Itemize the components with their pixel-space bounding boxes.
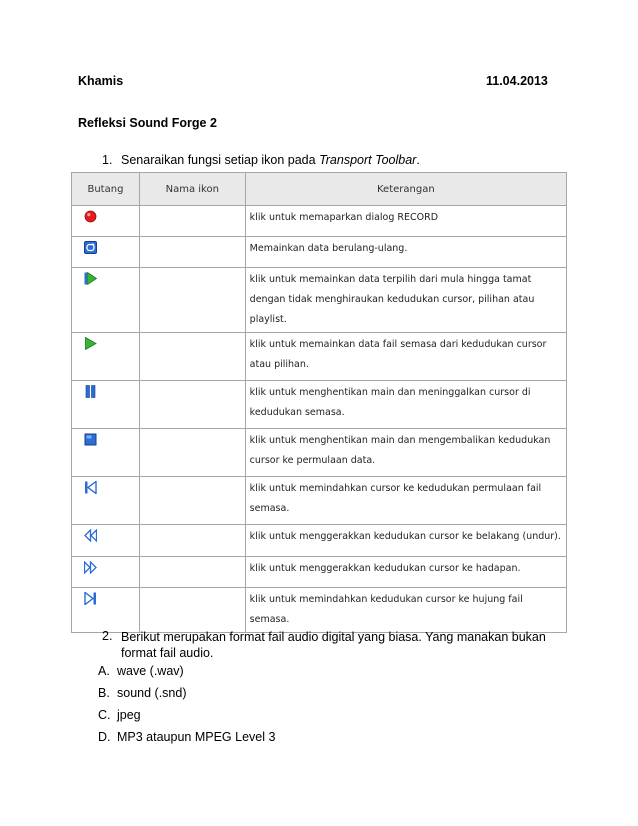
icon-name-cell xyxy=(139,477,245,525)
option-a-letter: A. xyxy=(98,664,110,678)
rewind-icon xyxy=(84,529,97,542)
record-icon xyxy=(84,210,97,223)
icon-name-cell xyxy=(139,268,245,333)
icon-name-cell xyxy=(139,381,245,429)
transport-toolbar-table xyxy=(71,172,567,633)
question-1-emphasis: Transport Toolbar xyxy=(319,153,417,167)
button-cell xyxy=(72,237,140,268)
question-2-text: Berikut merupakan format fail audio digital yang biasa. Yang manakan bukan format fail audio. xyxy=(121,630,546,660)
question-1-end: . xyxy=(416,153,420,167)
play-icon xyxy=(84,337,97,350)
button-cell xyxy=(72,381,140,429)
icon-name-cell xyxy=(139,525,245,557)
column-header-icon-name: Nama ikon xyxy=(139,173,245,206)
option-c-letter: C. xyxy=(98,708,111,722)
table-row xyxy=(72,429,567,477)
description-cell: klik untuk menghentikan main dan mengembalikan kedudukan cursor ke permulaan data. xyxy=(245,429,566,477)
date-label: 11.04.2013 xyxy=(486,74,548,88)
table-row xyxy=(72,268,567,333)
table-row xyxy=(72,477,567,525)
column-header-description: Keterangan xyxy=(245,173,566,206)
forward-icon xyxy=(84,561,97,574)
icon-name-cell xyxy=(139,237,245,268)
go-to-start-icon xyxy=(84,481,97,494)
pause-icon xyxy=(84,385,97,398)
icon-name-cell xyxy=(139,206,245,237)
table-row xyxy=(72,557,567,588)
table-row xyxy=(72,381,567,429)
question-2-number: 2. xyxy=(102,629,113,643)
description-cell: klik untuk menggerakkan kedudukan cursor ke hadapan. xyxy=(245,557,566,588)
option-d-text: MP3 ataupun MPEG Level 3 xyxy=(117,730,276,744)
table-row xyxy=(72,525,567,557)
option-d-letter: D. xyxy=(98,730,111,744)
option-a-text: wave (.wav) xyxy=(117,664,184,678)
button-cell xyxy=(72,429,140,477)
description-cell: Memainkan data berulang-ulang. xyxy=(245,237,566,268)
button-cell xyxy=(72,525,140,557)
description-cell: klik untuk memainkan data fail semasa dari kedudukan cursor atau pilihan. xyxy=(245,333,566,381)
column-header-button: Butang xyxy=(72,173,140,206)
table-header-row xyxy=(72,173,567,206)
button-cell xyxy=(72,333,140,381)
button-cell xyxy=(72,557,140,588)
page-title: Refleksi Sound Forge 2 xyxy=(78,116,217,130)
loop-icon xyxy=(84,241,97,254)
description-cell: klik untuk memainkan data terpilih dari mula hingga tamat dengan tidak menghiraukan kedudukan cursor, pilihan atau playlist. xyxy=(245,268,566,333)
icon-name-cell xyxy=(139,588,245,633)
play-all-icon xyxy=(84,272,97,285)
question-1 xyxy=(121,153,420,167)
go-to-end-icon xyxy=(84,592,97,605)
description-cell: klik untuk menggerakkan kedudukan cursor ke belakang (undur). xyxy=(245,525,566,557)
icon-name-cell xyxy=(139,333,245,381)
question-1-text: Senaraikan fungsi setiap ikon pada xyxy=(121,153,320,167)
description-cell: klik untuk memaparkan dialog RECORD xyxy=(245,206,566,237)
table-row xyxy=(72,237,567,268)
description-cell: klik untuk memindahkan cursor ke kedudukan permulaan fail semasa. xyxy=(245,477,566,525)
day-label: Khamis xyxy=(78,74,124,88)
button-cell xyxy=(72,477,140,525)
option-c-text: jpeg xyxy=(117,708,141,722)
option-b-letter: B. xyxy=(98,686,110,700)
icon-name-cell xyxy=(139,557,245,588)
table-row xyxy=(72,333,567,381)
table-row xyxy=(72,206,567,237)
table-row xyxy=(72,588,567,633)
icon-name-cell xyxy=(139,429,245,477)
button-cell xyxy=(72,268,140,333)
button-cell xyxy=(72,206,140,237)
question-1-number: 1. xyxy=(102,153,113,167)
button-cell xyxy=(72,588,140,633)
stop-icon xyxy=(84,433,97,446)
description-cell: klik untuk memindahkan kedudukan cursor ke hujung fail semasa. xyxy=(245,588,566,633)
description-cell: klik untuk menghentikan main dan meninggalkan cursor di kedudukan semasa. xyxy=(245,381,566,429)
option-b-text: sound (.snd) xyxy=(117,686,187,700)
